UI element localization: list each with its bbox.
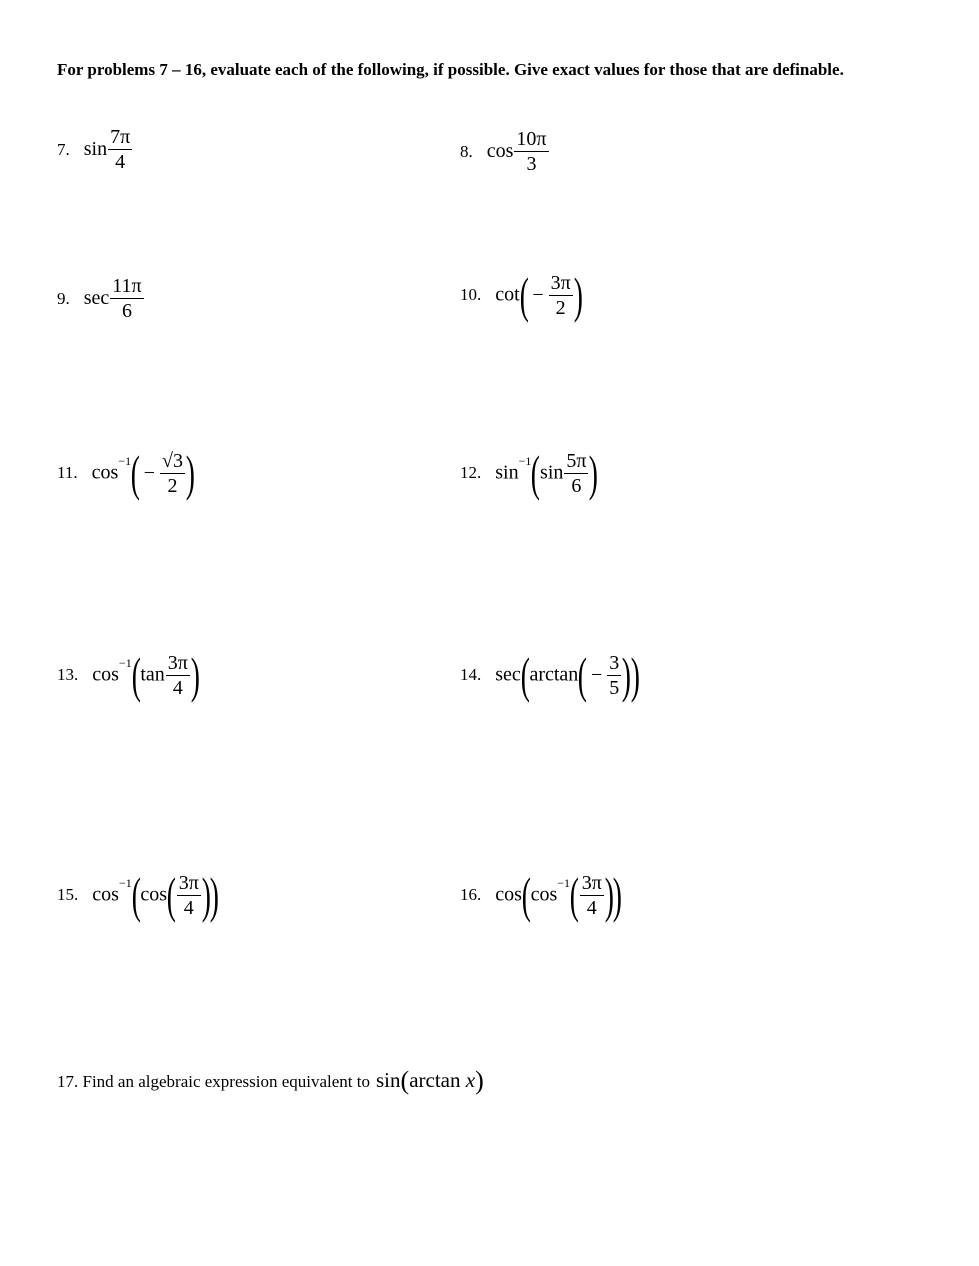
numerator: 3 xyxy=(609,651,620,674)
denominator: 4 xyxy=(115,151,126,173)
function-name: cos xyxy=(92,883,119,906)
fraction xyxy=(159,450,186,497)
problem-number: 12. xyxy=(460,463,482,482)
problem-number: 9. xyxy=(57,288,70,308)
left-paren: ( xyxy=(531,445,541,501)
right-paren: ) xyxy=(201,867,211,923)
problem-number: 16. xyxy=(460,885,482,904)
inverse-exponent: −1 xyxy=(557,876,571,891)
function-name: sin xyxy=(376,1068,401,1092)
function-name: cot xyxy=(495,283,520,306)
function-name: sec xyxy=(83,287,110,309)
function-name: sin xyxy=(83,138,108,160)
right-paren: ) xyxy=(185,445,195,501)
inverse-exponent: −1 xyxy=(118,454,132,469)
function-name: cos xyxy=(486,140,514,162)
right-paren: ) xyxy=(210,867,220,923)
numerator: 10π xyxy=(516,128,547,150)
denominator: 2 xyxy=(167,474,178,497)
fraction xyxy=(165,652,191,699)
denominator: 5 xyxy=(609,676,620,699)
problem-number: 14. xyxy=(460,665,482,684)
left-paren: ( xyxy=(131,867,141,923)
problem-10 xyxy=(460,267,583,323)
left-paren: ( xyxy=(569,867,579,923)
function-name: cos xyxy=(495,883,522,906)
problem-number: 13. xyxy=(57,665,79,684)
left-paren: ( xyxy=(521,867,531,923)
denominator: 4 xyxy=(586,896,597,919)
right-paren: ) xyxy=(589,445,599,501)
left-paren: ( xyxy=(166,867,176,923)
fraction xyxy=(176,872,202,919)
denominator: 4 xyxy=(183,896,194,919)
numerator: 3π xyxy=(550,271,571,294)
inverse-exponent: −1 xyxy=(118,656,132,671)
inner-function-name: arctan xyxy=(409,1068,461,1092)
right-paren: ) xyxy=(604,867,614,923)
function-name: cos xyxy=(92,663,119,686)
problem-13 xyxy=(57,647,200,703)
left-paren: ( xyxy=(130,445,140,501)
numerator: 3π xyxy=(167,651,188,674)
minus-sign: − xyxy=(590,663,603,686)
function-name: sec xyxy=(495,663,521,686)
fraction xyxy=(563,450,589,497)
problem-17-text: 17. Find an algebraic expression equivalent to xyxy=(57,1072,370,1091)
problem-12 xyxy=(460,445,599,501)
inner-function-name: cos xyxy=(530,883,558,906)
numerator: 7π xyxy=(110,126,131,148)
minus-sign: − xyxy=(143,461,156,484)
right-paren: ) xyxy=(190,647,200,703)
problem-11 xyxy=(57,445,195,501)
expression xyxy=(376,1066,484,1095)
right-paren: ) xyxy=(613,867,623,923)
numerator: 5π xyxy=(566,449,587,472)
fraction xyxy=(606,652,622,699)
denominator: 3 xyxy=(526,153,537,175)
left-paren: ( xyxy=(131,647,141,703)
left-paren: ( xyxy=(519,267,529,323)
inner-function-name: cos xyxy=(140,883,168,906)
minus-sign: − xyxy=(532,283,544,306)
problem-9 xyxy=(57,275,145,322)
inner-function-name: sin xyxy=(540,461,564,484)
problem-14 xyxy=(460,647,640,703)
problem-number: 11. xyxy=(57,463,78,482)
problem-15 xyxy=(57,867,220,923)
denominator: 4 xyxy=(172,676,183,699)
left-paren: ( xyxy=(578,647,588,703)
right-paren: ) xyxy=(573,267,583,323)
fraction xyxy=(548,272,574,319)
fraction xyxy=(109,275,144,322)
inner-function-name: tan xyxy=(140,663,165,686)
denominator: 6 xyxy=(571,474,582,497)
numerator: 3π xyxy=(178,871,199,894)
denominator: 6 xyxy=(121,300,132,322)
right-paren: ) xyxy=(475,1066,484,1095)
left-paren: ( xyxy=(400,1066,410,1095)
inner-function-name: arctan xyxy=(529,663,579,686)
numerator: 11π xyxy=(112,275,142,297)
fraction xyxy=(579,872,605,919)
problem-16 xyxy=(460,867,623,923)
function-name: cos xyxy=(91,461,119,484)
problem-number: 15. xyxy=(57,885,79,904)
problem-number: 10. xyxy=(460,285,482,304)
fraction xyxy=(513,128,549,175)
right-paren: ) xyxy=(621,647,632,703)
variable: x xyxy=(465,1068,476,1092)
instructions: For problems 7 – 16, evaluate each of the following, if possible. Give exact values for those that are definable. xyxy=(57,60,844,79)
function-name: sin xyxy=(495,461,519,484)
inverse-exponent: −1 xyxy=(518,454,532,469)
denominator: 2 xyxy=(555,296,566,319)
problem-17 xyxy=(57,1066,484,1096)
numerator: √3 xyxy=(162,449,183,472)
problem-8 xyxy=(460,128,550,175)
problem-number: 7. xyxy=(57,139,70,159)
left-paren: ( xyxy=(520,647,530,703)
right-paren: ) xyxy=(630,647,640,703)
problem-number: 8. xyxy=(460,141,473,161)
numerator: 3π xyxy=(581,871,602,894)
fraction xyxy=(107,126,133,173)
problem-7 xyxy=(57,126,133,173)
inverse-exponent: −1 xyxy=(118,876,132,891)
